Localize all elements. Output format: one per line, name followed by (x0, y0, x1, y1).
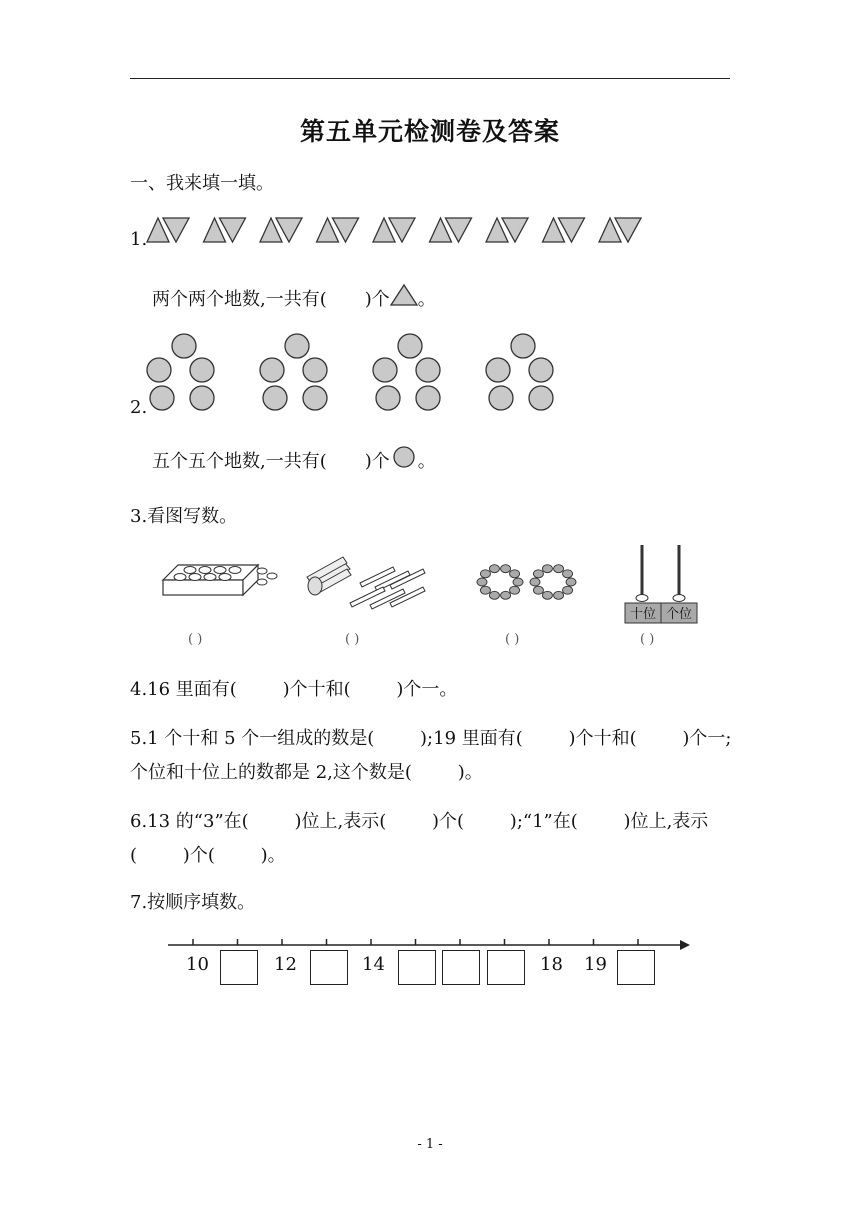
q2-text-c: 。 (417, 451, 436, 472)
q3-blank-2[interactable]: ( ) (345, 632, 360, 647)
bead (477, 578, 487, 586)
bead (554, 565, 564, 573)
counting-circle (190, 358, 214, 382)
bead (533, 570, 543, 578)
page-number: - 1 - (417, 1137, 443, 1152)
bead (501, 591, 511, 599)
bead (563, 570, 573, 578)
counting-circle (486, 358, 510, 382)
counting-circle (260, 358, 284, 382)
bead (510, 586, 520, 594)
counting-circle (303, 386, 327, 410)
bead (510, 570, 520, 578)
q1-text-c: 。 (417, 289, 436, 310)
bead (489, 591, 499, 599)
triangle-icon (390, 283, 418, 307)
bead-rings-figure (478, 562, 588, 607)
q1-number: 1. (130, 229, 148, 250)
q1-question (152, 283, 436, 314)
number-label: 12 (274, 954, 297, 975)
number-label: 19 (584, 954, 607, 975)
bead (480, 586, 490, 594)
q3-blank-3[interactable]: ( ) (505, 632, 520, 647)
counting-circle (416, 358, 440, 382)
egg-carton-figure (158, 560, 288, 610)
q6-line-2: ( )个( )。 (130, 845, 286, 866)
counting-circle (398, 334, 422, 358)
counting-circle (190, 386, 214, 410)
counting-circle (172, 334, 196, 358)
bead (542, 591, 552, 599)
q1-text-a: 两个两个地数,一共有( (152, 289, 327, 310)
section-heading: 一、我来填一填。 (130, 173, 274, 194)
number-label: 14 (362, 954, 385, 975)
counting-circle (489, 386, 513, 410)
answer-box[interactable] (442, 950, 480, 985)
abacus-tens-label: 十位 (629, 607, 657, 622)
bead (542, 565, 552, 573)
bead (501, 565, 511, 573)
q5-line-1: 5.1 个十和 5 个一组成的数是( );19 里面有( )个十和( )个一; (130, 728, 732, 749)
q7-title: 7.按顺序填数。 (130, 892, 256, 913)
bead (563, 586, 573, 594)
q3-blank-4[interactable]: ( ) (640, 632, 655, 647)
answer-box[interactable] (310, 950, 348, 985)
abacus-figure (622, 543, 702, 628)
bead (554, 591, 564, 599)
answer-box[interactable] (487, 950, 525, 985)
q3-title: 3.看图写数。 (130, 506, 238, 527)
q4-text: 4.16 里面有( )个十和( )个一。 (130, 679, 458, 700)
bead (530, 578, 540, 586)
bead (566, 578, 576, 586)
q2-text-a: 五个五个地数,一共有( (152, 451, 327, 472)
q6-line-1: 6.13 的“3”在( )位上,表示( )个( );“1”在( )位上,表示 (130, 811, 709, 832)
answer-box[interactable] (398, 950, 436, 985)
counting-circle (511, 334, 535, 358)
q2-text-b: )个 (364, 451, 390, 472)
counting-circle (285, 334, 309, 358)
sticks-bundle-figure (305, 555, 445, 610)
circle-groups-figure (140, 330, 560, 415)
counting-circle (373, 358, 397, 382)
answer-box[interactable] (220, 950, 258, 985)
answer-box[interactable] (617, 950, 655, 985)
circle-icon (390, 446, 418, 470)
page-title: 第五单元检测卷及答案 (299, 117, 560, 146)
abacus-ones-label: 个位 (665, 607, 693, 622)
counting-circle (150, 386, 174, 410)
bead (513, 578, 523, 586)
q1-text-b: )个 (364, 289, 390, 310)
counting-circle (263, 386, 287, 410)
counting-circle (303, 358, 327, 382)
q2-number: 2. (130, 397, 148, 418)
number-label: 10 (186, 954, 209, 975)
header-rule (130, 78, 730, 79)
number-label: 18 (540, 954, 563, 975)
counting-circle (529, 358, 553, 382)
counting-circle (416, 386, 440, 410)
q3-blank-1[interactable]: ( ) (188, 632, 203, 647)
triangle-pairs-figure (145, 216, 675, 246)
q2-question (152, 446, 436, 476)
q5-line-2: 个位和十位上的数都是 2,这个数是( )。 (130, 762, 483, 783)
bead (533, 586, 543, 594)
counting-circle (529, 386, 553, 410)
counting-circle (147, 358, 171, 382)
bead (480, 570, 490, 578)
counting-circle (376, 386, 400, 410)
bead (489, 565, 499, 573)
